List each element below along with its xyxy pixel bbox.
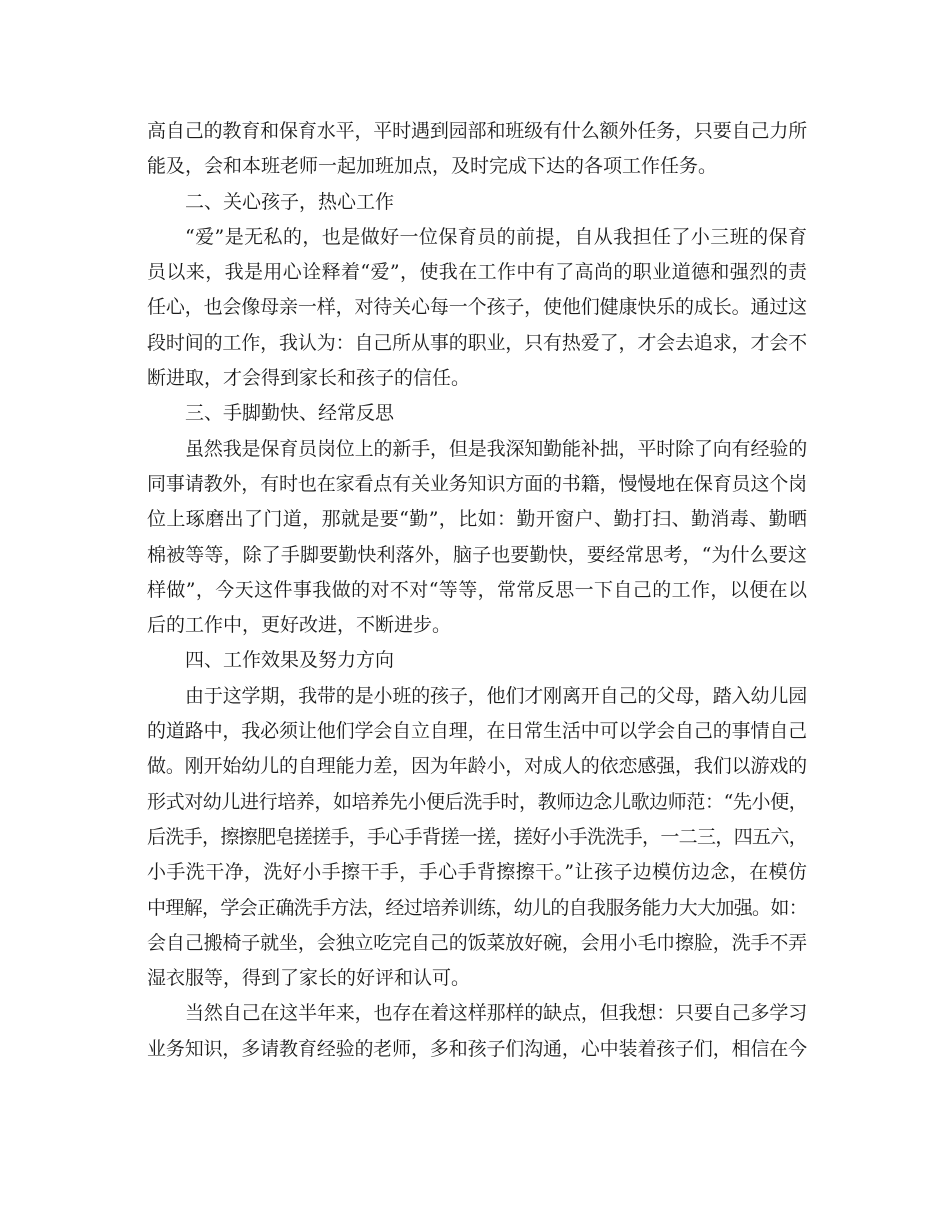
text-line: 形式对幼儿进行培养，如培养先小便后洗手时，教师边念儿歌边师范：“先小便， bbox=[147, 790, 808, 813]
text-line: 位上琢磨出了门道，那就是要“勤”，比如：勤开窗户、勤打扫、勤消毒、勤晒 bbox=[147, 508, 807, 531]
text-line: 中理解，学会正确洗手方法，经过培养训练，幼儿的自我服务能力大大加强。如： bbox=[147, 896, 807, 919]
text-line: 段时间的工作，我认为：自己所从事的职业，只有热爱了，才会去追求，才会不 bbox=[147, 331, 807, 354]
section-heading: 二、关心孩子，热心工作 bbox=[185, 190, 395, 213]
text-line: 湿衣服等，得到了家长的好评和认可。 bbox=[147, 967, 471, 990]
text-line: 高自己的教育和保育水平，平时遇到园部和班级有什么额外任务，只要自己力所 bbox=[147, 120, 807, 142]
text-line: 当然自己在这半年来，也存在着这样那样的缺点，但我想：只要自己多学习 bbox=[185, 1002, 807, 1025]
text-line: 后洗手，擦擦肥皂搓搓手，手心手背搓一搓，搓好小手洗洗手，一二三，四五六， bbox=[147, 825, 807, 848]
text-line: 的道路中，我必须让他们学会自立自理，在日常生活中可以学会自己的事情自己 bbox=[147, 720, 807, 743]
text-line: 棉被等等，除了手脚要勤快利落外，脑子也要勤快，要经常思考，“为什么要这 bbox=[147, 543, 807, 566]
text-line: 由于这学期，我带的是小班的孩子，他们才刚离开自己的父母，踏入幼儿园 bbox=[185, 684, 807, 707]
text-line: 员以来，我是用心诠释着“爱”，使我在工作中有了高尚的职业道德和强烈的责 bbox=[147, 261, 807, 284]
text-line: 后的工作中，更好改进，不断进步。 bbox=[147, 614, 452, 637]
text-line: 断进取，才会得到家长和孩子的信任。 bbox=[147, 367, 471, 390]
document-body bbox=[147, 114, 807, 1067]
text-line: 业务知识，多请教育经验的老师，多和孩子们沟通，心中装着孩子们，相信在今 bbox=[147, 1037, 807, 1060]
text-line: 做。刚开始幼儿的自理能力差，因为年龄小，对成人的依恋感强，我们以游戏的 bbox=[147, 755, 807, 778]
text-line: 任心，也会像母亲一样，对待关心每一个孩子，使他们健康快乐的成长。通过这 bbox=[147, 296, 807, 319]
text-line: 会自己搬椅子就坐，会独立吃完自己的饭菜放好碗，会用小毛巾擦脸，洗手不弄 bbox=[147, 931, 807, 954]
text-line: 同事请教外，有时也在家看点有关业务知识方面的书籍，慢慢地在保育员这个岗 bbox=[147, 472, 807, 495]
text-line: 小手洗干净，洗好小手擦干手，手心手背擦擦干。”让孩子边模仿边念，在模仿 bbox=[147, 861, 807, 884]
section-heading: 三、手脚勤快、经常反思 bbox=[185, 402, 395, 425]
text-line: 样做”，今天这件事我做的对不对“等等，常常反思一下自己的工作，以便在以 bbox=[147, 578, 807, 601]
text-line: 能及，会和本班老师一起加班加点，及时完成下达的各项工作任务。 bbox=[147, 155, 718, 178]
text-line: 虽然我是保育员岗位上的新手，但是我深知勤能补拙，平时除了向有经验的 bbox=[185, 437, 807, 460]
text-line: “爱”是无私的，也是做好一位保育员的前提，自从我担任了小三班的保育 bbox=[185, 225, 807, 248]
section-heading: 四、工作效果及努力方向 bbox=[185, 649, 395, 672]
